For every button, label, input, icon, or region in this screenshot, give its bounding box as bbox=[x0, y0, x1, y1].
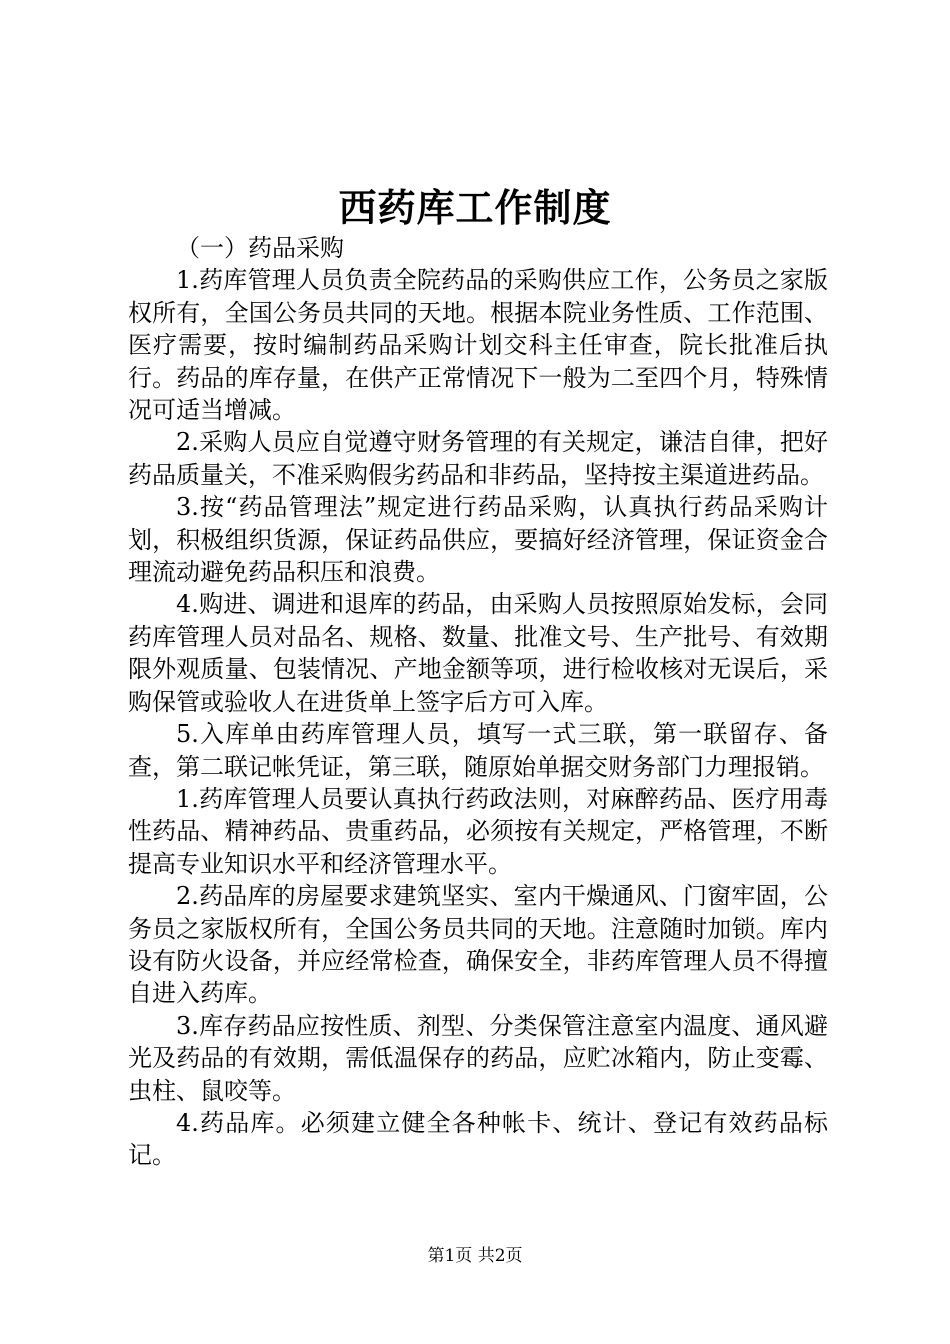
paragraph: 3.库存药品应按性质、剂型、分类保管注意室内温度、通风避光及药品的有效期，需低温保存的药品，应贮冰箱内，防止变霉、虫柱、鼠咬等。 bbox=[128, 1011, 828, 1105]
paragraph: 2.采购人员应自觉遵守财务管理的有关规定，谦洁自律，把好药品质量关，不准采购假劣药品和非药品，坚持按主渠道进药品。 bbox=[128, 428, 828, 489]
paragraph: 4.购进、调进和退库的药品，由采购人员按照原始发标，会同药库管理人员对品名、规格、数量、批准文号、生产批号、有效期限外观质量、包装情况、产地金额等项，进行检收核对无误后，采购保管或验收人在进货单上签字后方可入库。 bbox=[128, 590, 828, 716]
paragraph: 1.药库管理人员要认真执行药政法则，对麻醉药品、医疗用毒性药品、精神药品、贵重药品，必须按有关规定，严格管理，不断提高专业知识水平和经济管理水平。 bbox=[128, 784, 828, 878]
paragraph: 1.药库管理人员负责全院药品的采购供应工作，公务员之家版权所有，全国公务员共同的天地。根据本院业务性质、工作范围、医疗需要，按时编制药品采购计划交科主任审查，院长批准后执行。药品的库存量，在供产正常情况下一般为二至四个月，特殊情况可适当增减。 bbox=[128, 266, 828, 425]
section-heading: （一）药品采购 bbox=[176, 234, 344, 262]
page-number-footer: 第1页 共2页 bbox=[427, 1246, 523, 1266]
document-body bbox=[128, 232, 828, 1172]
paragraph: 2.药品库的房屋要求建筑坚实、室内干燥通风、门窗牢固，公务员之家版权所有，全国公务员共同的天地。注意随时加锁。库内设有防火设备，并应经常检查，确保安全，非药库管理人员不得擅自进入药库。 bbox=[128, 882, 828, 1008]
paragraph: 5.入库单由药库管理人员，填写一式三联，第一联留存、备查，第二联记帐凭证，第三联，随原始单据交财务部门力理报销。 bbox=[128, 720, 828, 781]
paragraph: 3.按“药品管理法”规定进行药品采购，认真执行药品采购计划，积极组织货源，保证药品供应，要搞好经济管理，保证资金合理流动避免药品积压和浪费。 bbox=[128, 493, 828, 587]
paragraph: 4.药品库。必须建立健全各种帐卡、统计、登记有效药品标记。 bbox=[128, 1108, 828, 1170]
document-title: 西药库工作制度 bbox=[338, 185, 612, 230]
